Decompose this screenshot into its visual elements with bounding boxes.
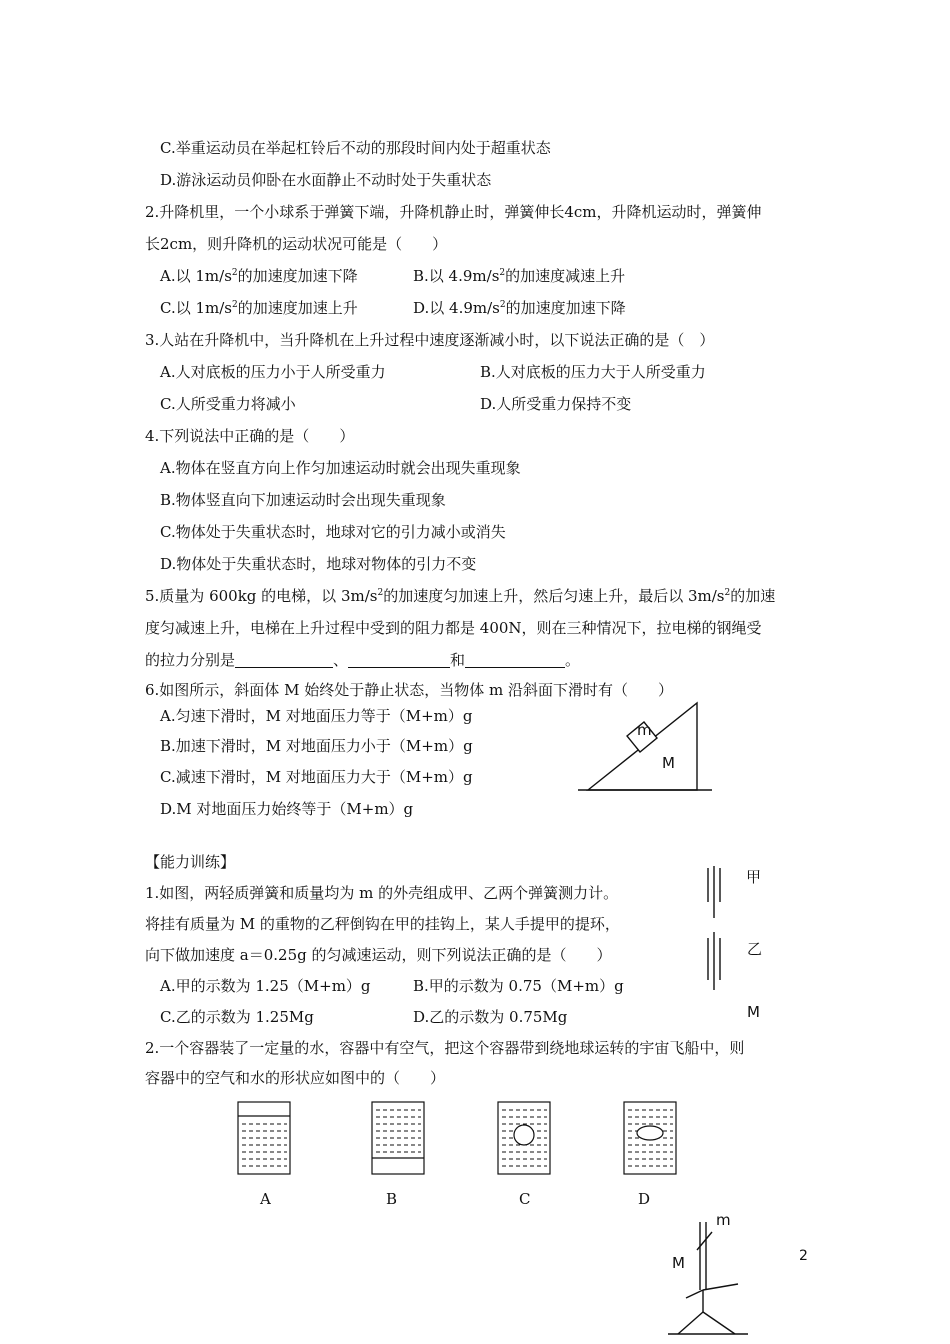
container-label-a: A — [260, 1190, 271, 1208]
q4-option-c: C.物体处于失重状态时，地球对它的引力减小或消失 — [160, 523, 506, 541]
incline-label-m: m — [637, 721, 652, 739]
q6-option-a: A.匀速下滑时，M 对地面压力等于（M+m）g — [160, 707, 473, 725]
q6-stem: 6.如图所示，斜面体 M 始终处于静止状态，当物体 m 沿斜面下滑时有（ ） — [145, 681, 673, 699]
q5-line1: 5.质量为 600kg 的电梯，以 $3m/s^2$的加速度匀加速上升，然后匀速上升，最后以 $3m/s^2$的加速 — [145, 587, 776, 605]
rod-label-M: M — [672, 1254, 685, 1272]
scale-label-jia: 甲 — [746, 868, 762, 886]
q5-line3: 的拉力分别是 、 和 。 — [145, 651, 581, 669]
page-number: 2 — [799, 1248, 808, 1264]
container-label-b: B — [386, 1190, 398, 1208]
n1-option-a: A.甲的示数为 1.25（M+m）g — [160, 977, 371, 995]
q3-option-a: A.人对底板的压力小于人所受重力 — [160, 363, 386, 381]
n1-stem-line3: 向下做加速度 a＝0.25g 的匀减速运动，则下列说法正确的是（ ） — [145, 946, 612, 964]
q2-option-d: D.以 $4.9m/s^2$的加速度加速下降 — [413, 299, 626, 317]
incline-label-M: M — [662, 754, 675, 772]
q3-stem: 3.人站在升降机中，当升降机在上升过程中速度逐渐减小时，以下说法正确的是（ ） — [145, 331, 715, 349]
n1-option-b: B.甲的示数为 0.75（M+m）g — [413, 977, 624, 995]
q3-option-b: B.人对底板的压力大于人所受重力 — [480, 363, 706, 381]
q4-option-b: B.物体竖直向下加速运动时会出现失重现象 — [160, 491, 446, 509]
q6-option-b: B.加速下滑时，M 对地面压力小于（M+m）g — [160, 737, 473, 755]
n1-stem-line1: 1.如图，两轻质弹簧和质量均为 m 的外壳组成甲、乙两个弹簧测力计。 — [145, 884, 619, 902]
q4-option-a: A.物体在竖直方向上作匀加速运动时就会出现失重现象 — [160, 459, 521, 477]
rod-stand-figure — [668, 1222, 748, 1334]
scale-label-yi: 乙 — [747, 940, 763, 958]
q2-stem-line2: 长2cm，则升降机的运动状况可能是（ ） — [145, 235, 448, 253]
container-b — [372, 1102, 424, 1174]
q4-stem: 4.下列说法中正确的是（ ） — [145, 427, 355, 445]
container-a — [238, 1102, 290, 1174]
container-c — [498, 1102, 550, 1174]
n1-stem-line2: 将挂有质量为 M 的重物的乙秤倒钩在甲的挂钩上，某人手提甲的提环， — [145, 915, 620, 933]
q6-option-d: D.M 对地面压力始终等于（M+m）g — [160, 800, 414, 818]
rod-label-m: m — [716, 1211, 731, 1229]
spring-scale-figure — [708, 866, 720, 990]
incline-figure — [578, 703, 712, 790]
q6-option-c: C.减速下滑时，M 对地面压力大于（M+m）g — [160, 768, 473, 786]
container-label-c: C — [519, 1190, 531, 1208]
q3-option-d: D.人所受重力保持不变 — [480, 395, 632, 413]
n2-stem-line2: 容器中的空气和水的形状应如图中的（ ） — [145, 1069, 446, 1087]
scale-label-M: M — [747, 1003, 760, 1021]
section-heading: 【能力训练】 — [145, 853, 236, 871]
q2-option-c: C.以 $1m/s^2$的加速度加速上升 — [160, 299, 358, 317]
n1-option-d: D.乙的示数为 0.75Mg — [413, 1008, 568, 1026]
container-label-d: D — [638, 1190, 651, 1208]
n1-option-c: C.乙的示数为 1.25Mg — [160, 1008, 314, 1026]
q2-option-a: A.以 $1m/s^2$的加速度加速下降 — [160, 267, 358, 285]
option-c-prev: C.举重运动员在举起杠铃后不动的那段时间内处于超重状态 — [160, 139, 551, 157]
q2-stem-line1: 2.升降机里，一个小球系于弹簧下端，升降机静止时，弹簧伸长4cm，升降机运动时，弹簧伸 — [145, 203, 762, 221]
q4-option-d: D.物体处于失重状态时，地球对物体的引力不变 — [160, 555, 477, 573]
q5-line2: 度匀减速上升，电梯在上升过程中受到的阻力都是 400N，则在三种情况下，拉电梯的钢绳受 — [145, 619, 762, 637]
q3-option-c: C.人所受重力将减小 — [160, 395, 296, 413]
q2-option-b: B.以 $4.9m/s^2$的加速度减速上升 — [413, 267, 626, 285]
container-d — [624, 1102, 676, 1174]
option-d-prev: D.游泳运动员仰卧在水面静止不动时处于失重状态 — [160, 171, 492, 189]
n2-stem-line1: 2.一个容器装了一定量的水，容器中有空气，把这个容器带到绕地球运转的宇宙飞船中，则 — [145, 1039, 745, 1057]
